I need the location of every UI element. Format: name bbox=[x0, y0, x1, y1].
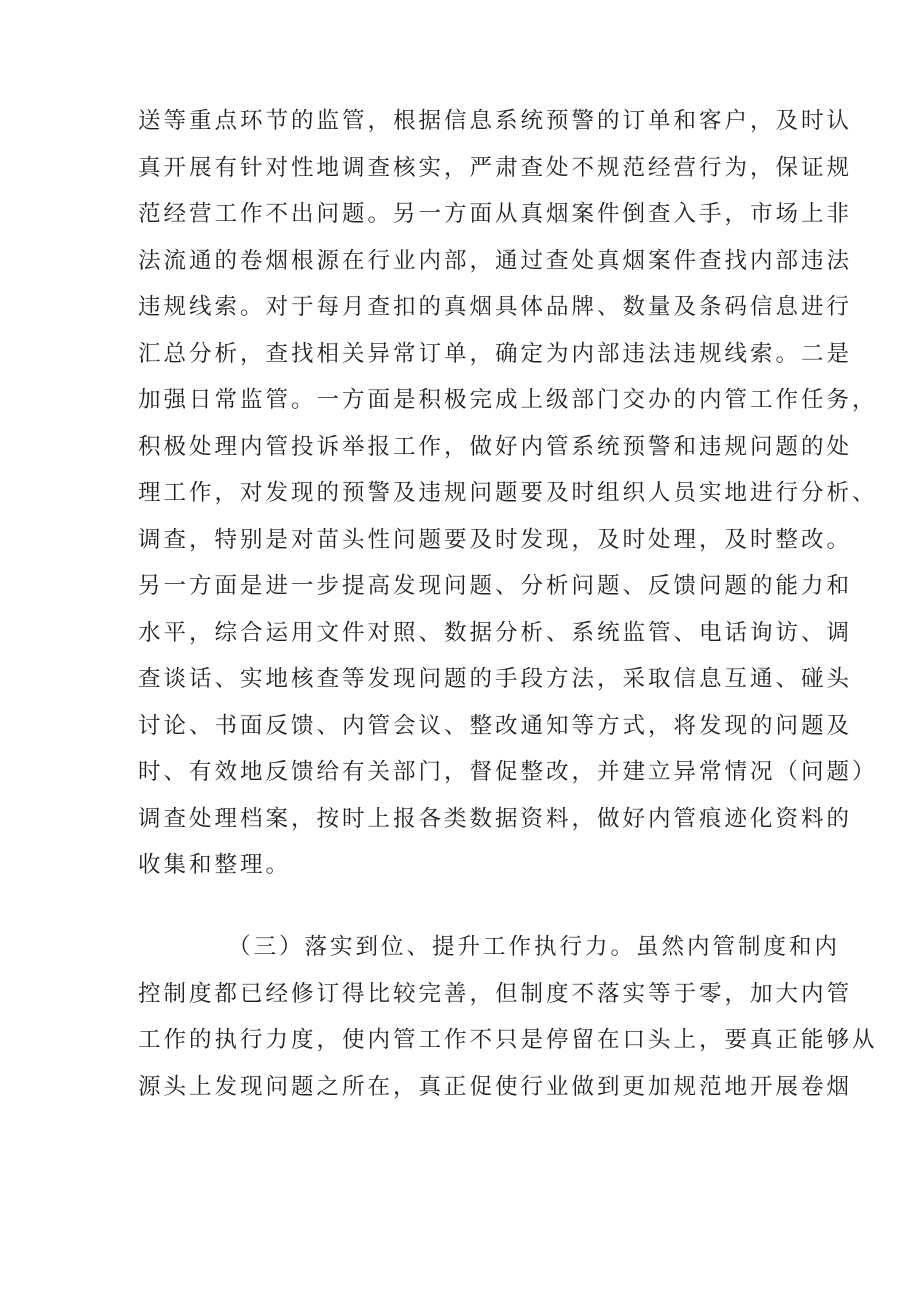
text-line: 汇总分析，查找相关异常订单，确定为内部违法违规线索。二是 bbox=[138, 340, 853, 367]
text-line: 收集和整理。 bbox=[138, 852, 292, 878]
body-paragraph bbox=[138, 98, 878, 889]
section-paragraph bbox=[138, 924, 878, 1110]
section-heading-line: （三）落实到位、提升工作执行力。虽然内管制度和内 bbox=[228, 934, 841, 960]
text-line: 违规线索。对于每月查扣的真烟具体品牌、数量及条码信息进行 bbox=[138, 294, 853, 320]
text-line: 积极处理内管投诉举报工作，做好内管系统预警和违规问题的处 bbox=[138, 433, 853, 460]
text-line: 调查，特别是对苗头性问题要及时发现，及时处理，及时整改。 bbox=[138, 526, 853, 553]
text-line: 真开展有针对性地调查核实，严肃查处不规范经营行为，保证规 bbox=[138, 154, 853, 181]
text-line: 加强日常监管。一方面是积极完成上级部门交办的内管工作任务， bbox=[138, 387, 878, 413]
text-line: 讨论、书面反馈、内管会议、整改通知等方式，将发现的问题及 bbox=[138, 712, 853, 739]
text-line: 另一方面是进一步提高发现问题、分析问题、反馈问题的能力和 bbox=[138, 573, 853, 599]
text-line: 范经营工作不出问题。另一方面从真烟案件倒查入手，市场上非 bbox=[138, 201, 853, 227]
text-line: 理工作，对发现的预警及违规问题要及时组织人员实地进行分析、 bbox=[138, 480, 878, 506]
text-line: 水平，综合运用文件对照、数据分析、系统监管、电话询访、调 bbox=[138, 619, 853, 646]
text-line: 控制度都已经修订得比较完善，但制度不落实等于零，加大内管 bbox=[138, 980, 853, 1007]
text-line: 工作的执行力度，使内管工作不只是停留在口头上，要真正能够从 bbox=[138, 1027, 878, 1053]
text-line: 查谈话、实地核查等发现问题的手段方法，采取信息互通、碰头 bbox=[138, 666, 853, 692]
text-line: 法流通的卷烟根源在行业内部，通过查处真烟案件查找内部违法 bbox=[138, 247, 853, 274]
text-line: 源头上发现问题之所在，真正促使行业做到更加规范地开展卷烟 bbox=[138, 1073, 853, 1100]
text-line: 调查处理档案，按时上报各类数据资料，做好内管痕迹化资料的 bbox=[138, 805, 853, 832]
text-line: 时、有效地反馈给有关部门，督促整改，并建立异常情况（问题） bbox=[138, 759, 878, 785]
text-line: 送等重点环节的监管，根据信息系统预警的订单和客户，及时认 bbox=[138, 108, 853, 134]
